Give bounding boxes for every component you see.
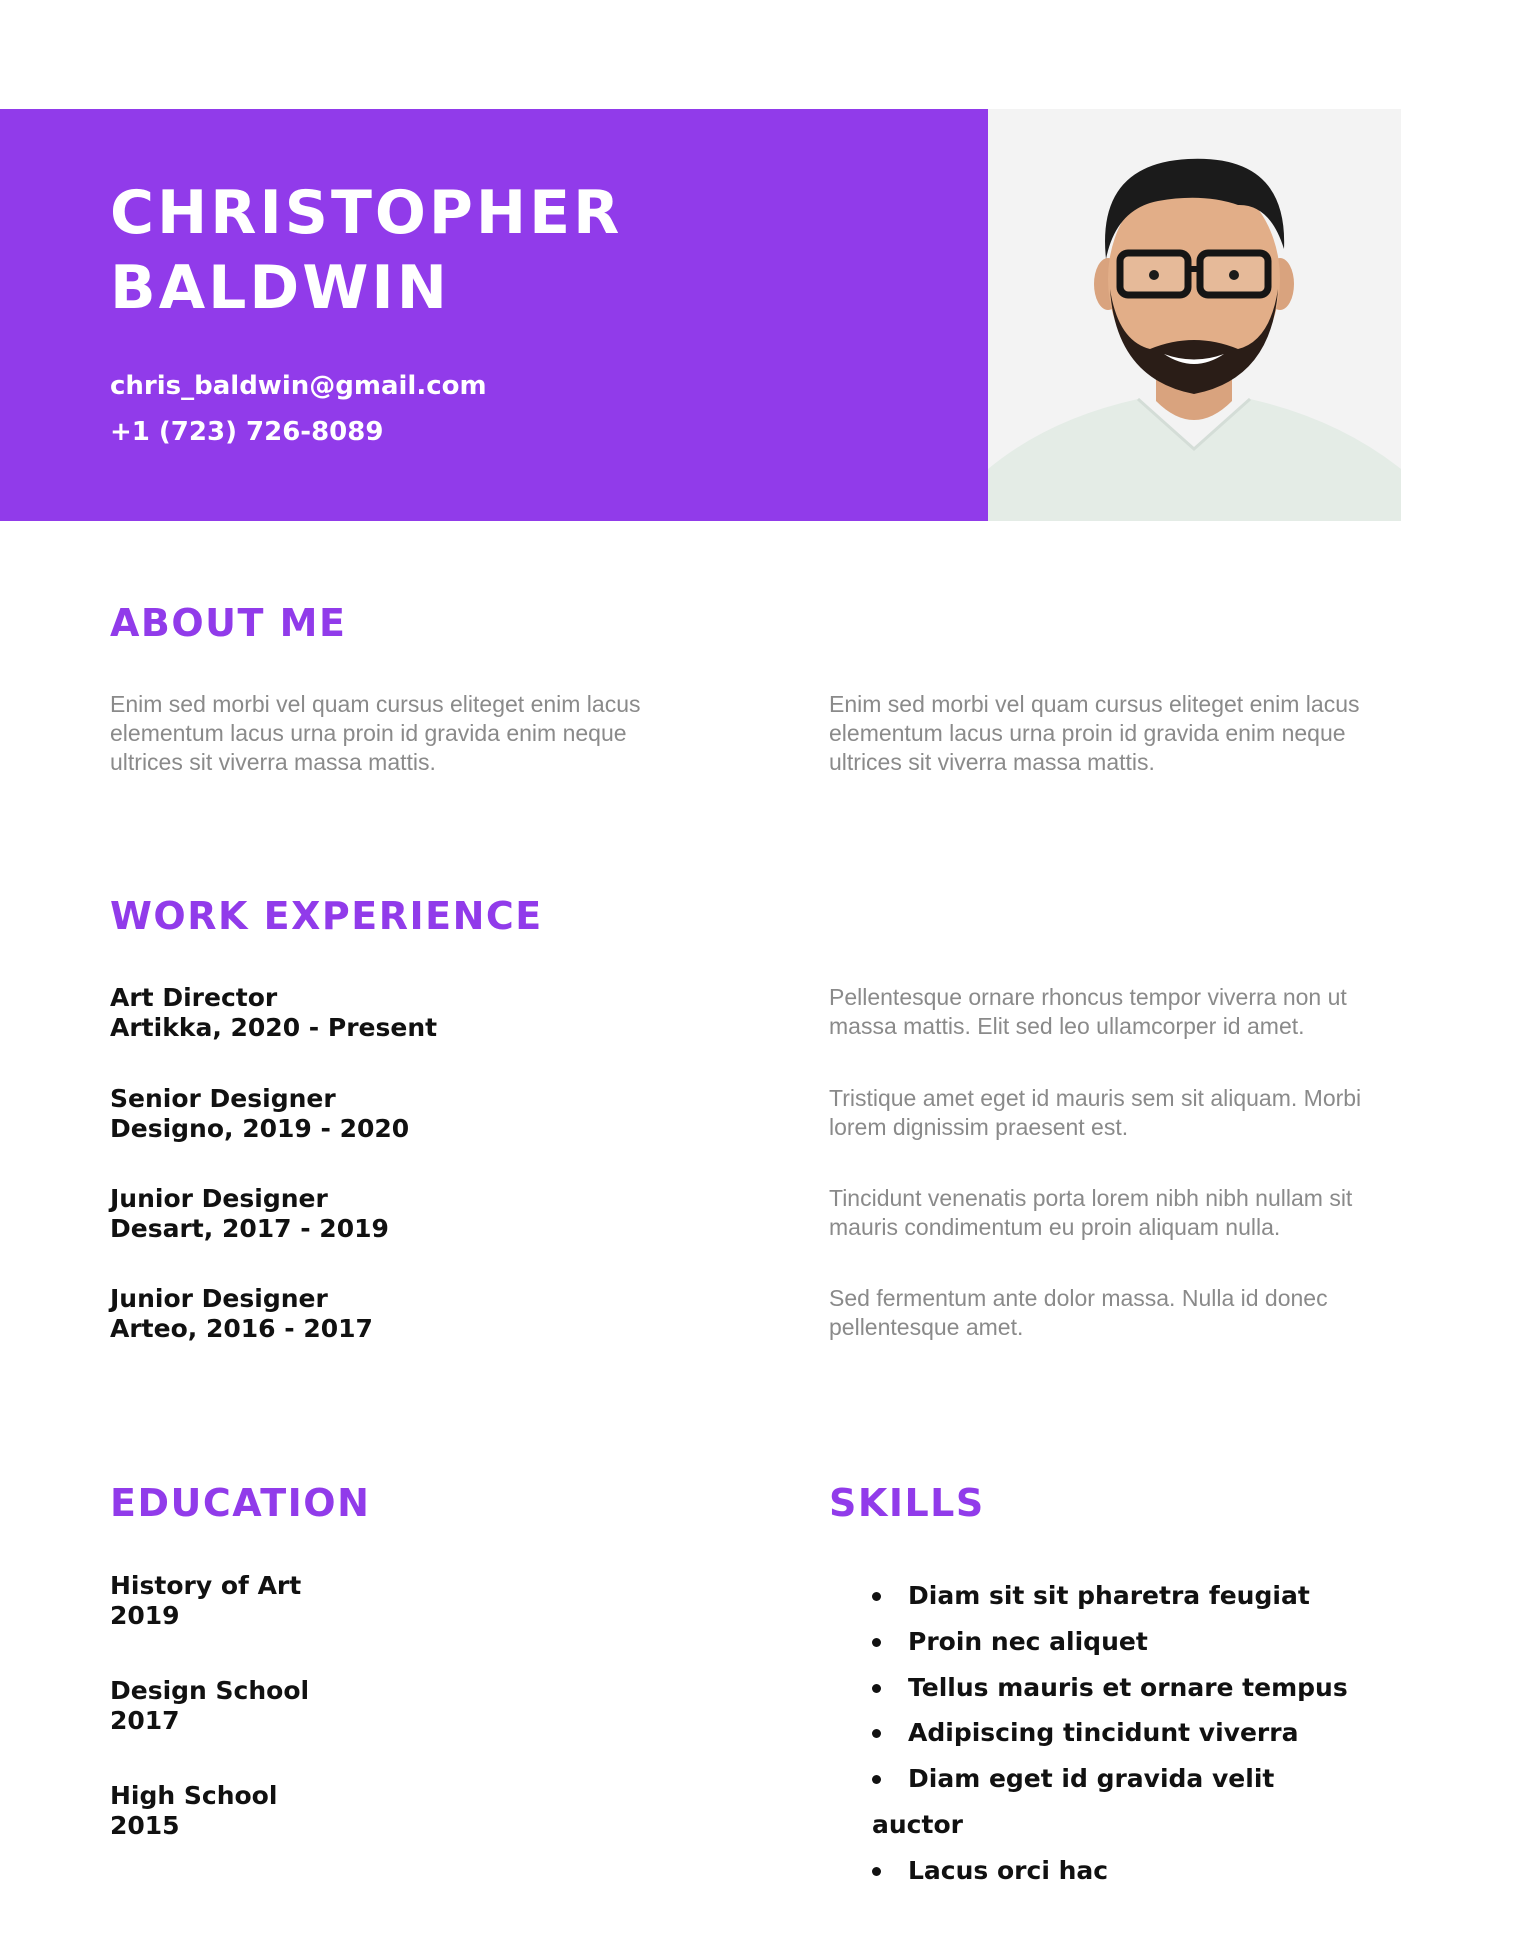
job-company: Designo, 2019 - 2020	[110, 1114, 410, 1143]
education-year: 2019	[110, 1601, 180, 1630]
work-title: WORK EXPERIENCE	[110, 894, 543, 938]
bullet-icon	[872, 1684, 881, 1693]
job-company: Arteo, 2016 - 2017	[110, 1314, 373, 1343]
last-name: BALDWIN	[110, 253, 450, 323]
phone-text: +1 (723) 726-8089	[110, 417, 384, 447]
bullet-icon	[872, 1775, 881, 1784]
skill-item: Diam sit sit pharetra feugiat	[908, 1581, 1310, 1610]
bullet-icon	[872, 1867, 881, 1876]
job-entry	[110, 1184, 389, 1244]
education-title: EDUCATION	[110, 1481, 371, 1525]
skills-title: SKILLS	[829, 1481, 985, 1525]
about-title: ABOUT ME	[110, 601, 347, 645]
job-description: Tristique amet eget id mauris sem sit aliquam. Morbi lorem dignissim praesent est.	[829, 1085, 1362, 1140]
education-entry	[110, 1781, 277, 1841]
email-text: chris_baldwin@gmail.com	[110, 371, 487, 401]
skill-item: Lacus orci hac	[908, 1856, 1109, 1885]
first-name: CHRISTOPHER	[110, 178, 623, 248]
education-entry	[110, 1676, 309, 1736]
job-company: Artikka, 2020 - Present	[110, 1013, 438, 1042]
profile-photo	[988, 109, 1401, 521]
job-description: Sed fermentum ante dolor massa. Nulla id donec pellentesque amet.	[829, 1285, 1328, 1340]
job-role: Junior Designer	[110, 1284, 328, 1313]
skill-item: Adipiscing tincidunt viverra	[908, 1718, 1299, 1747]
education-entry	[110, 1571, 301, 1631]
skill-item-continuation: auctor	[872, 1810, 963, 1839]
about-col2: Enim sed morbi vel quam cursus eliteget enim lacus elementum lacus urna proin id gravida enim neque ultrices sit viverra massa mattis.	[829, 691, 1360, 775]
education-name: Design School	[110, 1676, 310, 1705]
about-col1: Enim sed morbi vel quam cursus eliteget enim lacus elementum lacus urna proin id gravida enim neque ultrices sit viverra massa mattis.	[110, 691, 641, 775]
job-company: Desart, 2017 - 2019	[110, 1214, 389, 1243]
job-role: Art Director	[110, 983, 278, 1012]
job-role: Junior Designer	[110, 1184, 328, 1213]
education-name: History of Art	[110, 1571, 302, 1600]
skill-item: Proin nec aliquet	[908, 1627, 1148, 1656]
skill-item: Diam eget id gravida velit	[908, 1764, 1275, 1793]
job-description: Pellentesque ornare rhoncus tempor viverra non ut massa mattis. Elit sed leo ullamcorper id amet.	[829, 984, 1347, 1039]
education-year: 2015	[110, 1811, 180, 1840]
job-role: Senior Designer	[110, 1084, 336, 1113]
bullet-icon	[872, 1592, 881, 1601]
bullet-icon	[872, 1638, 881, 1647]
skill-item: Tellus mauris et ornare tempus	[908, 1673, 1348, 1702]
bullet-icon	[872, 1729, 881, 1738]
job-entry	[110, 1084, 409, 1144]
education-year: 2017	[110, 1706, 180, 1735]
job-entry	[110, 983, 437, 1043]
education-name: High School	[110, 1781, 278, 1810]
profile-photo-illustration	[988, 109, 1401, 521]
job-entry	[110, 1284, 373, 1344]
job-description: Tincidunt venenatis porta lorem nibh nibh nullam sit mauris condimentum eu proin aliquam nulla.	[829, 1185, 1353, 1240]
